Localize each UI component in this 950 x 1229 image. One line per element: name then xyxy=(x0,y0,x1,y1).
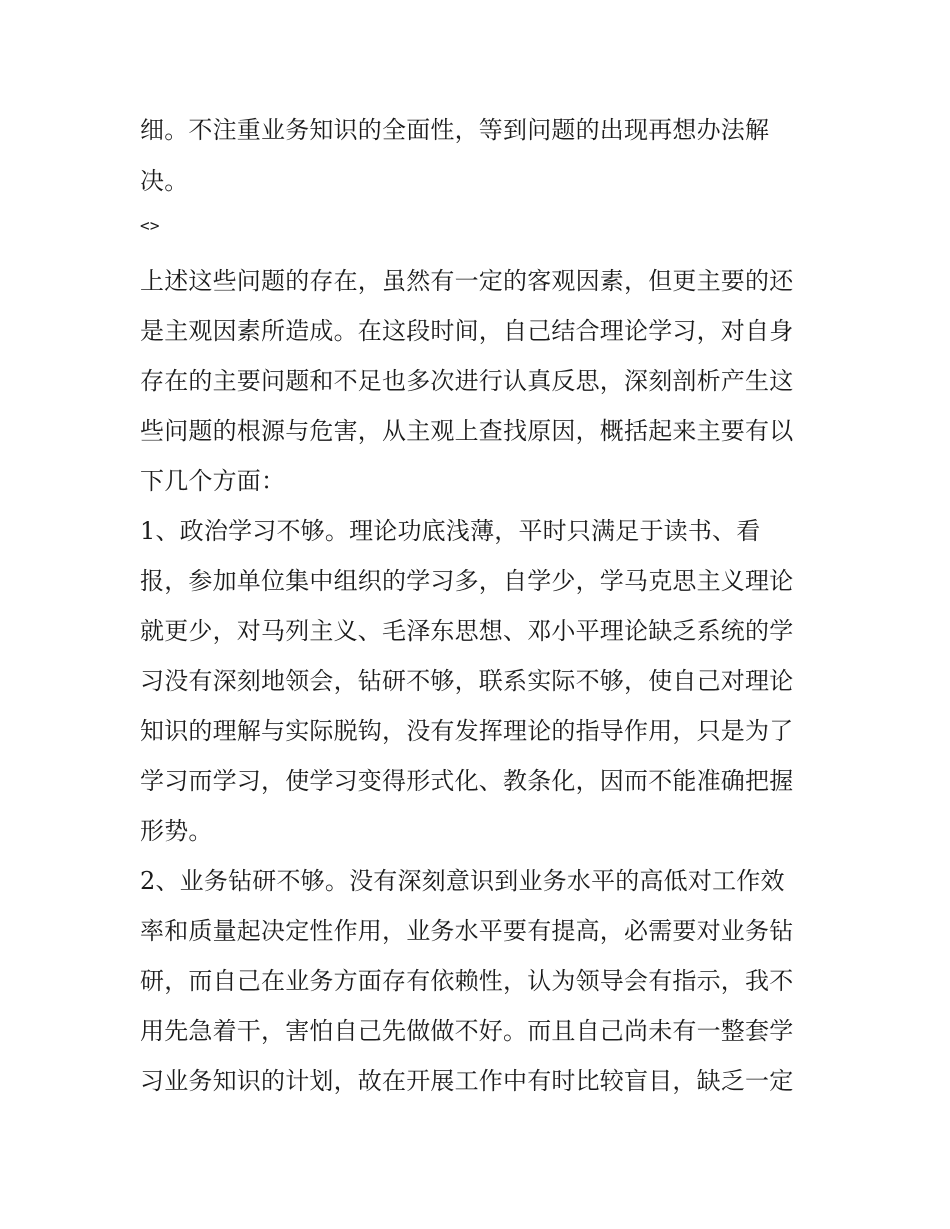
text-line: 研，而自己在业务方面存有依赖性，认为领导会有指示，我不 xyxy=(140,967,794,995)
text-line: 知识的理解与实际脱钩，没有发挥理论的指导作用，只是为了 xyxy=(140,717,794,745)
text-line: 用先急着干，害怕自己先做做不好。而且自己尚未有一整套学 xyxy=(140,1017,794,1045)
text-line: 2、业务钻研不够。没有深刻意识到业务水平的高低对工作效 xyxy=(140,867,785,895)
text-line: 是主观因素所造成。在这段时间，自己结合理论学习，对自身 xyxy=(140,317,794,345)
text-marker: <> xyxy=(140,216,160,235)
text-line: 些问题的根源与危害，从主观上查找原因，概括起来主要有以 xyxy=(140,417,794,445)
text-line: 学习而学习，使学习变得形式化、教条化，因而不能准确把握 xyxy=(140,767,794,795)
text-line: 形势。 xyxy=(140,817,213,845)
text-line: 细。不注重业务知识的全面性，等到问题的出现再想办法解 xyxy=(140,116,770,144)
text-line: 习业务知识的计划，故在开展工作中有时比较盲目，缺乏一定 xyxy=(140,1067,794,1095)
text-line: 率和质量起决定性作用，业务水平要有提高，必需要对业务钻 xyxy=(140,917,794,945)
text-line: 决。 xyxy=(140,167,189,195)
text-line: 报，参加单位集中组织的学习多，自学少，学马克思主义理论 xyxy=(140,567,794,595)
text-line: 存在的主要问题和不足也多次进行认真反思，深刻剖析产生这 xyxy=(140,367,794,395)
text-line: 1、政治学习不够。理论功底浅薄，平时只满足于读书、看 xyxy=(140,517,761,545)
text-line: 就更少，对马列主义、毛泽东思想、邓小平理论缺乏系统的学 xyxy=(140,617,794,645)
text-line: 上述这些问题的存在，虽然有一定的客观因素，但更主要的还 xyxy=(140,267,794,295)
text-line: 习没有深刻地领会，钻研不够，联系实际不够，使自己对理论 xyxy=(140,667,794,695)
text-line: 下几个方面： xyxy=(140,467,286,495)
